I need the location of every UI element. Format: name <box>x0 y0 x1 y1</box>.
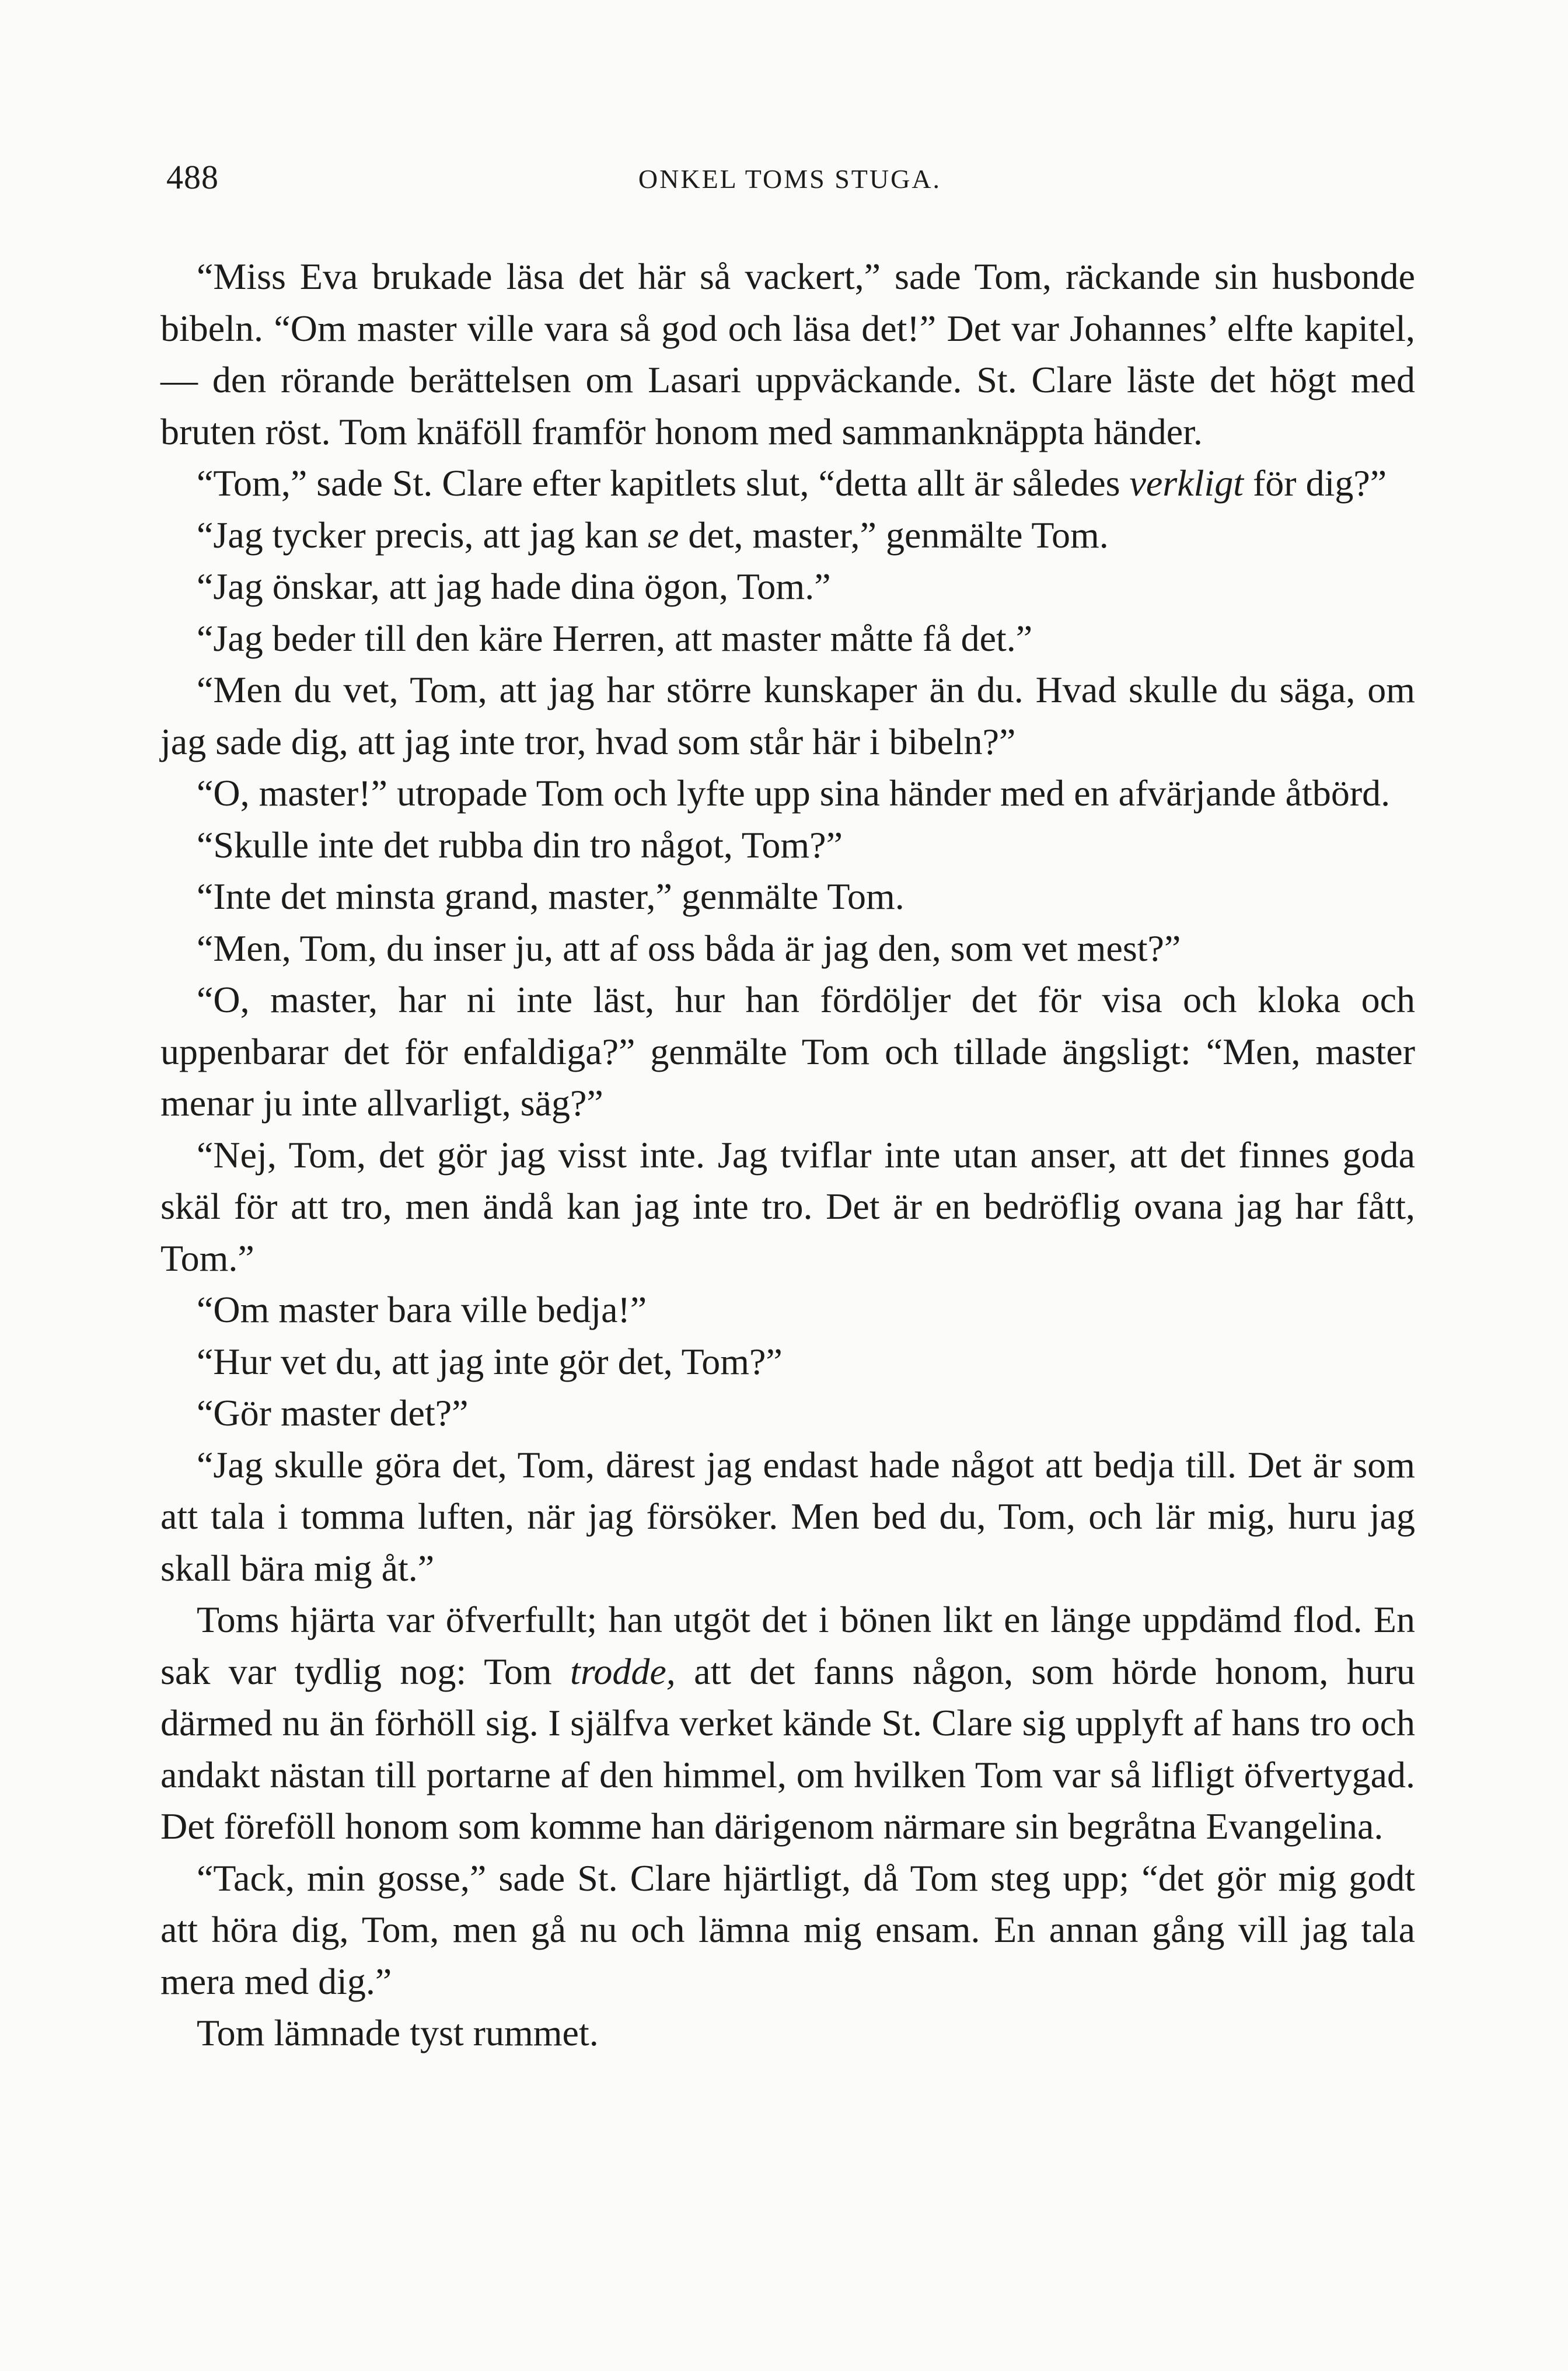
italic-text: se <box>648 514 679 556</box>
paragraph: “Hur vet du, att jag inte gör det, Tom?” <box>197 1340 783 1382</box>
italic-text: verkligt <box>1129 462 1244 504</box>
italic-text: trodde, <box>570 1650 676 1692</box>
paragraph: “Jag tycker precis, att jag kan se det, master,” genmälte Tom. <box>197 514 1109 556</box>
running-title: ONKEL TOMS STUGA. <box>638 164 942 194</box>
paragraph: Tom lämnade tyst rummet. <box>197 2012 599 2053</box>
paragraph: “Gör master det?” <box>197 1392 469 1434</box>
paragraph: “O, master, har ni inte läst, hur han fördöljer det för visa och kloka och uppenbarar det för enfaldiga?” genmälte Tom och tillade ängsligt: “Men, master menar ju inte allvarligt, säg?” <box>160 979 1415 1124</box>
paragraph: “Inte det minsta grand, master,” genmälte Tom. <box>197 876 905 917</box>
paragraph: “Om master bara ville bedja!” <box>197 1289 647 1330</box>
paragraph: “Men du vet, Tom, att jag har större kunskaper än du. Hvad skulle du säga, om jag sade dig, att jag inte tror, hvad som står här i bibeln?” <box>160 669 1415 762</box>
body-text <box>160 251 1415 2059</box>
page-number: 488 <box>166 158 219 196</box>
paragraph: “Men, Tom, du inser ju, att af oss båda är jag den, som vet mest?” <box>197 927 1181 969</box>
paragraph: “Miss Eva brukade läsa det här så vackert,” sade Tom, räckande sin husbonde bibeln. “Om master ville vara så god och läsa det!” Det var Johannes’ elfte kapitel, — den rörande berättelsen om Lasari uppväckande. St. Clare läste det högt med bruten röst. Tom knäföll framför honom med sammanknäppta händer. <box>160 256 1415 452</box>
paragraph: “Tom,” sade St. Clare efter kapitlets slut, “detta allt är således verkligt för dig?” <box>197 462 1387 504</box>
paragraph: Toms hjärta var öfverfullt; han utgöt det i bönen likt en länge uppdämd flod. En sak var tydlig nog: Tom trodde, att det fanns någon, som hörde honom, huru därmed nu än förhöll sig. I själfva verket kände St. Clare sig upplyft af hans tro och andakt nästan till portarne af den himmel, om hvilken Tom var så lifligt öfvertygad. Det föreföll honom som komme han därigenom närmare sin begråtna Evangelina. <box>160 1599 1416 1847</box>
paragraph: “Tack, min gosse,” sade St. Clare hjärtligt, då Tom steg upp; “det gör mig godt att höra dig, Tom, men gå nu och lämna mig ensam. En annan gång vill jag tala mera med dig.” <box>160 1857 1415 2002</box>
paragraph: “O, master!” utropade Tom och lyfte upp sina händer med en afvärjande åtbörd. <box>197 772 1391 814</box>
paragraph: “Jag skulle göra det, Tom, därest jag endast hade något att bedja till. Det är som att tala i tomma luften, när jag försöker. Men bed du, Tom, och lär mig, huru jag skall bära mig åt.” <box>160 1443 1415 1589</box>
paragraph: “Nej, Tom, det gör jag visst inte. Jag tviflar inte utan anser, att det finnes goda skäl för att tro, men ändå kan jag inte tro. Det är en bedröflig ovana jag har fått, Tom.” <box>160 1134 1415 1279</box>
paragraph: “Jag beder till den käre Herren, att master måtte få det.” <box>197 617 1033 659</box>
page-header <box>166 158 1413 204</box>
paragraph: “Skulle inte det rubba din tro något, Tom?” <box>197 824 843 866</box>
paragraph: “Jag önskar, att jag hade dina ögon, Tom.” <box>197 566 831 607</box>
